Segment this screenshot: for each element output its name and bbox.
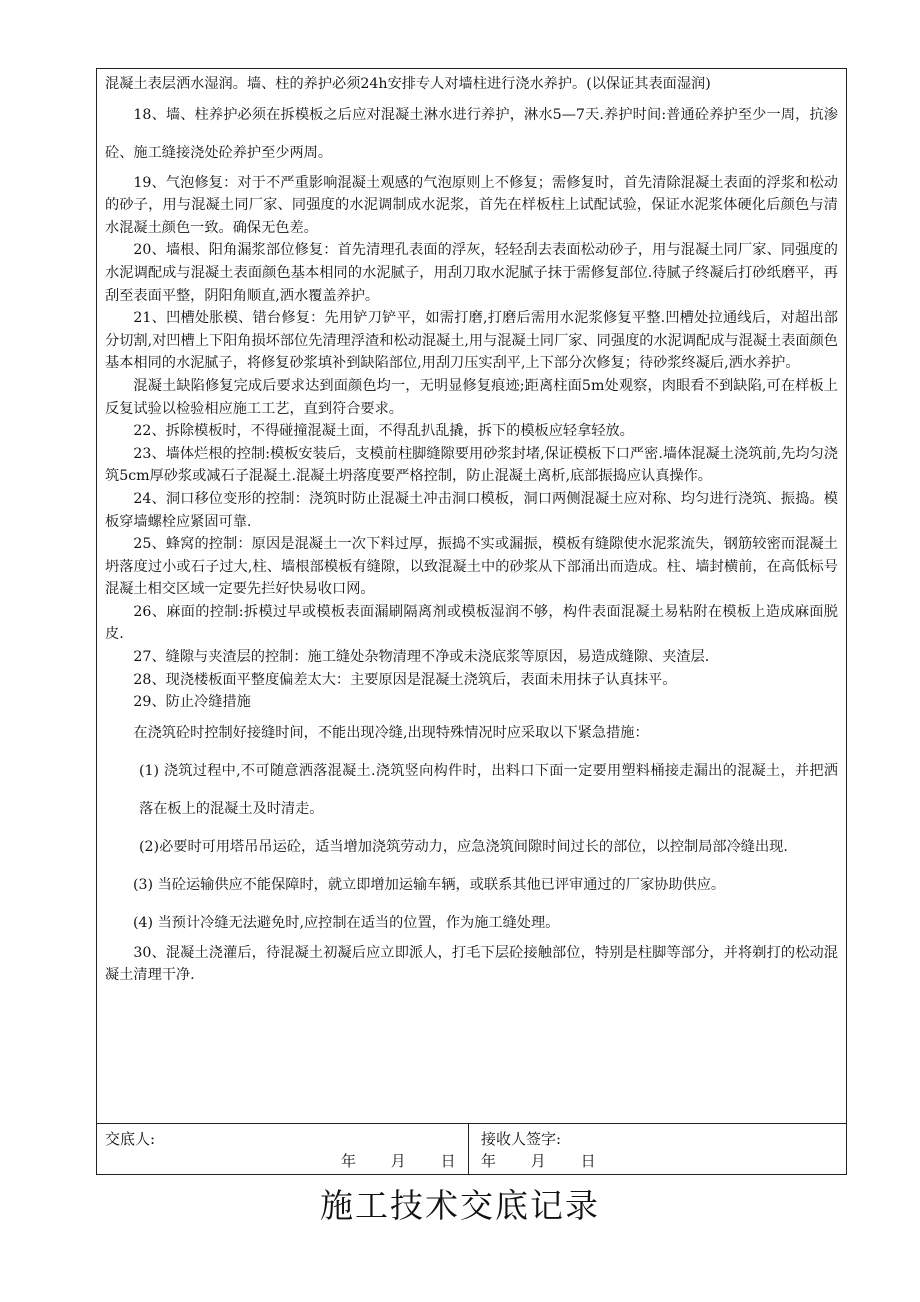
paragraph-29-item-2: (2)必要时可用塔吊吊运砼，适当增加浇筑劳动力，应急浇筑间隙时间过长的部位，以控制局部冷缝出现. [139, 838, 788, 855]
paragraph-21: 21、凹槽处胀模、错台修复：先用铲刀铲平，如需打磨,打磨后需用水泥浆修复平整.凹槽处拉通线后，对超出部分切割,对凹槽上下阳角损坏部位先清理浮渣和松动混凝土,用与混凝土同厂家、同强度的水泥调配成与混凝土表面颜色基本相同的水泥腻子，将修复砂浆填补到缺陷部位,用刮刀压实刮平,上下部分次修复；待砂浆终凝后,洒水养护。 [105, 310, 838, 372]
receiver-year: 年 [481, 1152, 497, 1170]
receiver-day: 日 [580, 1152, 596, 1170]
handover-label: 交底人: [105, 1130, 156, 1148]
paragraph-30: 30、混凝土浇灌后，待混凝土初凝后应立即派人，打毛下层砼接触部位，特别是柱脚等部分，并将剃打的松动混凝土清理干净. [105, 944, 838, 984]
signature-row [97, 1123, 846, 1174]
page-title: 施工技术交底记录 [320, 1186, 600, 1225]
paragraph-29-item-1: (1) 浇筑过程中,不可随意洒落混凝土.浇筑竖向构件时，出料口下面一定要用塑料桶接走漏出的混凝土，并把洒落在板上的混凝土及时清走。 [139, 762, 838, 817]
receiver-label: 接收人签字: [481, 1130, 562, 1148]
paragraph-29: 29、防止冷缝措施 [133, 694, 251, 711]
handover-year: 年 [341, 1152, 357, 1170]
paragraph-18: 18、墙、柱养护必须在拆模板之后应对混凝土淋水进行养护，淋水5—7天.养护时间:普通砼养护至少一周，抗渗砼、施工缝接浇处砼养护至少两周。 [105, 106, 838, 161]
paragraph-29-intro: 在浇筑砼时控制好接缝时间，不能出现冷缝,出现特殊情况时应采取以下紧急措施： [133, 724, 649, 741]
paragraph-28: 28、现浇楼板面平整度偏差太大：主要原因是混凝土浇筑后，表面未用抹子认真抹平。 [133, 671, 677, 688]
document-table [96, 68, 847, 1175]
paragraph-26: 26、麻面的控制:拆模过早或模板表面漏刷隔离剂或模板湿润不够，构件表面混凝土易粘附在模板上造成麻面脱皮. [105, 603, 838, 643]
signature-divider [468, 1124, 469, 1174]
paragraph-29-item-4: (4) 当预计冷缝无法避免时,应控制在适当的位置，作为施工缝处理。 [133, 914, 560, 931]
document-body [105, 73, 838, 987]
paragraph-23: 23、墙体烂根的控制:模板安装后，支模前柱脚缝隙要用砂浆封堵,保证模板下口严密.墙体混凝土浇筑前,先均匀浇筑5cm厚砂浆或减石子混凝土.混凝土坍落度要严格控制，防止混凝土离析,底部振捣应认真操作。 [105, 445, 838, 485]
handover-day: 日 [440, 1152, 456, 1170]
paragraph-21-note: 混凝土缺陷修复完成后要求达到面颜色均一，无明显修复痕迹;距离柱面5m处观察，肉眼看不到缺陷,可在样板上反复试验以检验相应施工工艺，直到符合要求。 [105, 377, 838, 417]
paragraph-22: 22、拆除模板时，不得碰撞混凝土面，不得乱扒乱撬，拆下的模板应轻拿轻放。 [133, 423, 634, 440]
paragraph-17-cont: 混凝土表层洒水湿润。墙、柱的养护必须24h安排专人对墙柱进行浇水养护。(以保证其表面湿润) [105, 76, 711, 92]
handover-month: 月 [390, 1152, 406, 1170]
paragraph-20: 20、墙根、阳角漏浆部位修复：首先清理孔表面的浮灰，轻轻刮去表面松动砂子，用与混凝土同厂家、同强度的水泥调配成与混凝土表面颜色基本相同的水泥腻子，用刮刀取水泥腻子抹于需修复部位.待腻子终凝后打砂纸磨平，再刮至表面平整，阴阳角顺直,洒水覆盖养护。 [105, 242, 838, 304]
paragraph-27: 27、缝隙与夹渣层的控制：施工缝处杂物清理不净或未浇底浆等原因，易造成缝隙、夹渣层. [133, 649, 710, 666]
paragraph-24: 24、洞口移位变形的控制：浇筑时防止混凝土冲击洞口模板，洞口两侧混凝土应对称、均匀进行浇筑、振捣。模板穿墙螺栓应紧固可靠. [105, 490, 838, 530]
paragraph-19: 19、气泡修复：对于不严重影响混凝土观感的气泡原则上不修复；需修复时，首先清除混凝土表面的浮浆和松动的砂子，用与混凝土同厂家、同强度的水泥调制成水泥浆，首先在样板柱上试配试验，保证水泥浆体硬化后颜色与清水混凝土颜色一致。确保无色差。 [105, 174, 838, 236]
handover-date [341, 1150, 456, 1171]
receiver-month: 月 [530, 1152, 546, 1170]
paragraph-25: 25、蜂窝的控制：原因是混凝土一次下料过厚，振捣不实或漏振，模板有缝隙使水泥浆流失，钢筋较密而混凝土坍落度过小或石子过大,柱、墙根部模板有缝隙，以致混凝土中的砂浆从下部涌出而造成。柱、墙封横前，在高低标号混凝土相交区域一定要先拦好快易收口网。 [105, 536, 838, 598]
paragraph-29-item-3: (3) 当砼运输供应不能保障时，就立即增加运输车辆，或联系其他已评审通过的厂家协助供应。 [133, 876, 726, 893]
receiver-date [481, 1150, 596, 1171]
